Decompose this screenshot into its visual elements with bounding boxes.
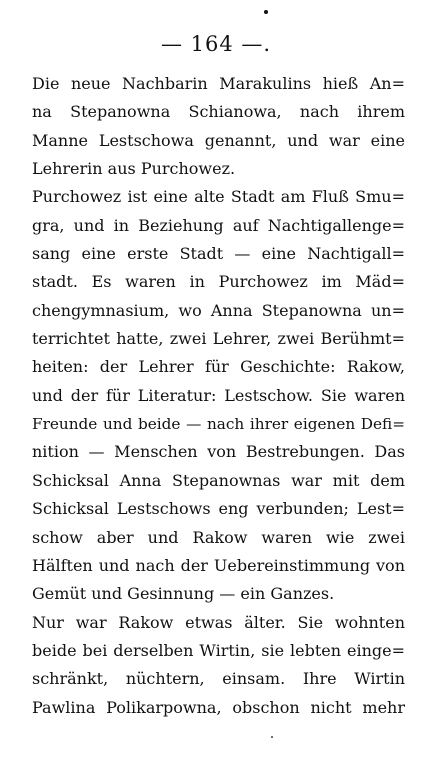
text-line: Pawlina Polikarpowna, obschon nicht mehr <box>32 697 405 717</box>
text-line: heiten: der Lehrer für Geschichte: Rakow, <box>32 357 405 377</box>
text-line: schränkt, nüchtern, einsam. Ihre Wirtin <box>32 669 405 689</box>
text-line: Schicksal Lestschows eng verbunden; Lest= <box>32 499 405 519</box>
text-line: Gemüt und Gesinnung — ein Ganzes. <box>32 584 335 604</box>
text-line: beide bei derselben Wirtin, sie lebten einge= <box>32 640 405 660</box>
text-line: chengymnasium, wo Anna Stepanowna un= <box>32 300 405 320</box>
ink-speck <box>271 736 273 738</box>
text-line: terrichtet hatte, zwei Lehrer, zwei Berühmt= <box>32 329 405 349</box>
text-line: Schicksal Anna Stepanownas war mit dem <box>32 470 405 490</box>
text-line: Die neue Nachbarin Marakulins hieß An= <box>32 74 405 93</box>
text-line: schow aber und Rakow waren wie zwei <box>32 527 405 547</box>
text-line: sang eine erste Stadt — eine Nachtigall= <box>32 244 405 264</box>
text-line: gra, und in Beziehung auf Nachtigallenge= <box>32 215 405 235</box>
text-line: nition — Menschen von Bestrebungen. Das <box>32 442 405 462</box>
text-line: Purchowez ist eine alte Stadt am Fluß Smu= <box>32 187 405 207</box>
page-number: — 164 —. <box>160 32 272 56</box>
text-line: Freunde und beide — nach ihrer eigenen Defi= <box>32 415 405 434</box>
text-line: Manne Lestschowa genannt, und war eine <box>32 130 405 150</box>
text-line: Lehrerin aus Purchowez. <box>32 159 236 179</box>
text-line: Hälften und nach der Uebereinstimmung von <box>32 555 405 575</box>
text-line: stadt. Es waren in Purchowez im Mäd= <box>32 272 405 292</box>
text-line: na Stepanowna Schianowa, nach ihrem <box>32 102 405 122</box>
ink-speck <box>264 10 268 14</box>
text-line: und der für Literatur: Lestschow. Sie waren <box>32 385 405 405</box>
text-line: Nur war Rakow etwas älter. Sie wohnten <box>32 612 405 632</box>
body-text <box>32 70 405 722</box>
